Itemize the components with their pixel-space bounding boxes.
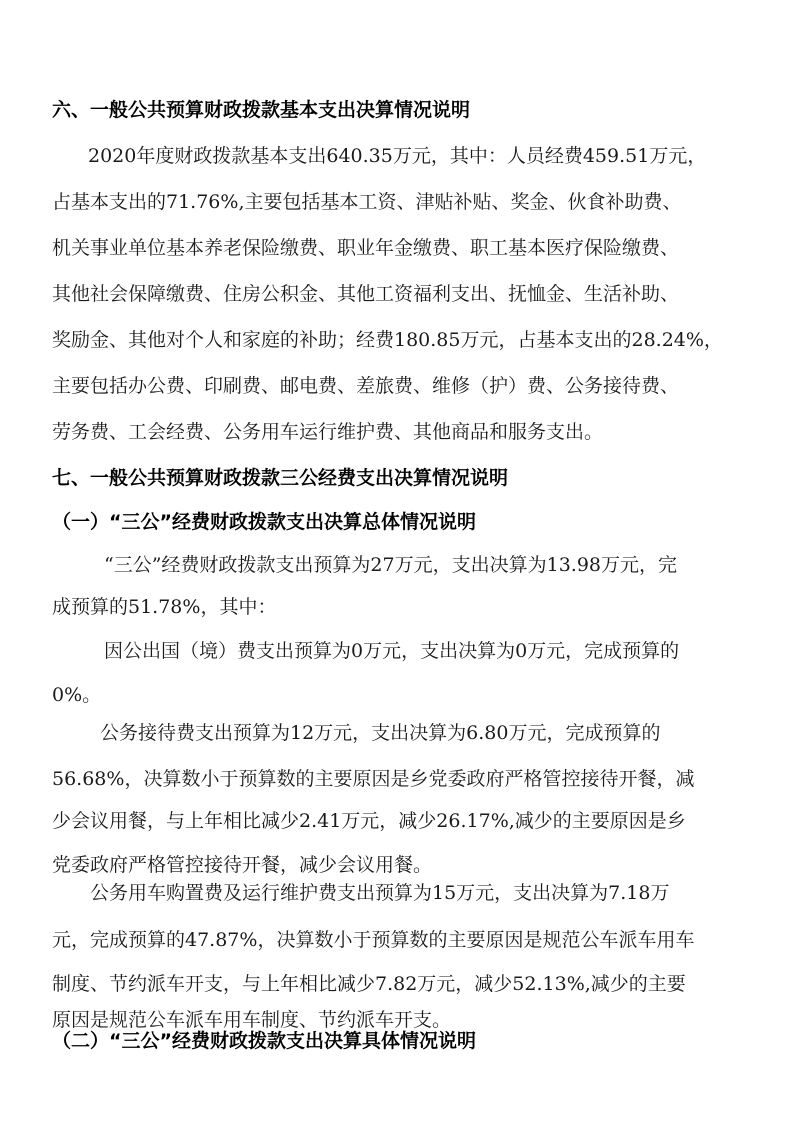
section-6-paragraph-line: 占基本支出的71.76%,主要包括基本工资、津贴补贴、奖金、伙食补助费、 <box>52 191 682 213</box>
subsection-2-heading: （二）“三公”经费财政拨款支出决算具体情况说明 <box>52 1030 476 1052</box>
section-6-paragraph-line: 机关事业单位基本养老保险缴费、职业年金缴费、职工基本医疗保险缴费、 <box>52 237 680 259</box>
overview-paragraph-line: “三公”经费财政拨款支出预算为27万元，支出决算为13.98万元，完 <box>104 554 677 576</box>
section-6-paragraph-line: 劳务费、工会经费、公务用车运行维护费、其他商品和服务支出。 <box>52 421 604 443</box>
vehicle-paragraph-line: 元，完成预算的47.87%，决算数小于预算数的主要原因是规范公车派车用车 <box>52 929 695 951</box>
abroad-paragraph-line: 0%。 <box>52 684 102 706</box>
abroad-paragraph-line: 因公出国（境）费支出预算为0万元，支出决算为0万元，完成预算的 <box>104 640 680 662</box>
section-6-paragraph-line: 奖励金、其他对个人和家庭的补助；经费180.85万元，占基本支出的28.24%， <box>52 329 723 351</box>
section-6-paragraph-line: 主要包括办公费、印刷费、邮电费、差旅费、维修（护）费、公务接待费、 <box>52 375 680 397</box>
section-6-paragraph-line: 2020年度财政拨款基本支出640.35万元，其中：人员经费459.51万元， <box>88 145 707 167</box>
vehicle-paragraph-line: 原因是规范公车派车用车制度、节约派车开支。 <box>52 1009 452 1031</box>
vehicle-paragraph-line: 公务用车购置费及运行维护费支出预算为15万元，支出决算为7.18万 <box>90 882 670 904</box>
reception-paragraph-line: 党委政府严格管控接待开餐，减少会议用餐。 <box>52 854 433 876</box>
reception-paragraph-line: 少会议用餐，与上年相比减少2.41万元，减少26.17%,减少的主要原因是乡 <box>52 810 686 832</box>
section-7-heading: 七、一般公共预算财政拨款三公经费支出决算情况说明 <box>52 467 509 489</box>
overview-paragraph-line: 成预算的51.78%，其中： <box>52 596 277 618</box>
reception-paragraph-line: 56.68%，决算数小于预算数的主要原因是乡党委政府严格管控接待开餐，减 <box>52 768 695 790</box>
section-6-paragraph-line: 其他社会保障缴费、住房公积金、其他工资福利支出、抚恤金、生活补助、 <box>52 283 680 305</box>
subsection-1-heading: （一）“三公”经费财政拨款支出决算总体情况说明 <box>52 511 476 533</box>
reception-paragraph-line: 公务接待费支出预算为12万元，支出决算为6.80万元，完成预算的 <box>100 722 661 744</box>
section-6-heading: 六、一般公共预算财政拨款基本支出决算情况说明 <box>52 99 471 121</box>
vehicle-paragraph-line: 制度、节约派车开支，与上年相比减少7.82万元，减少52.13%,减少的主要 <box>52 973 686 995</box>
